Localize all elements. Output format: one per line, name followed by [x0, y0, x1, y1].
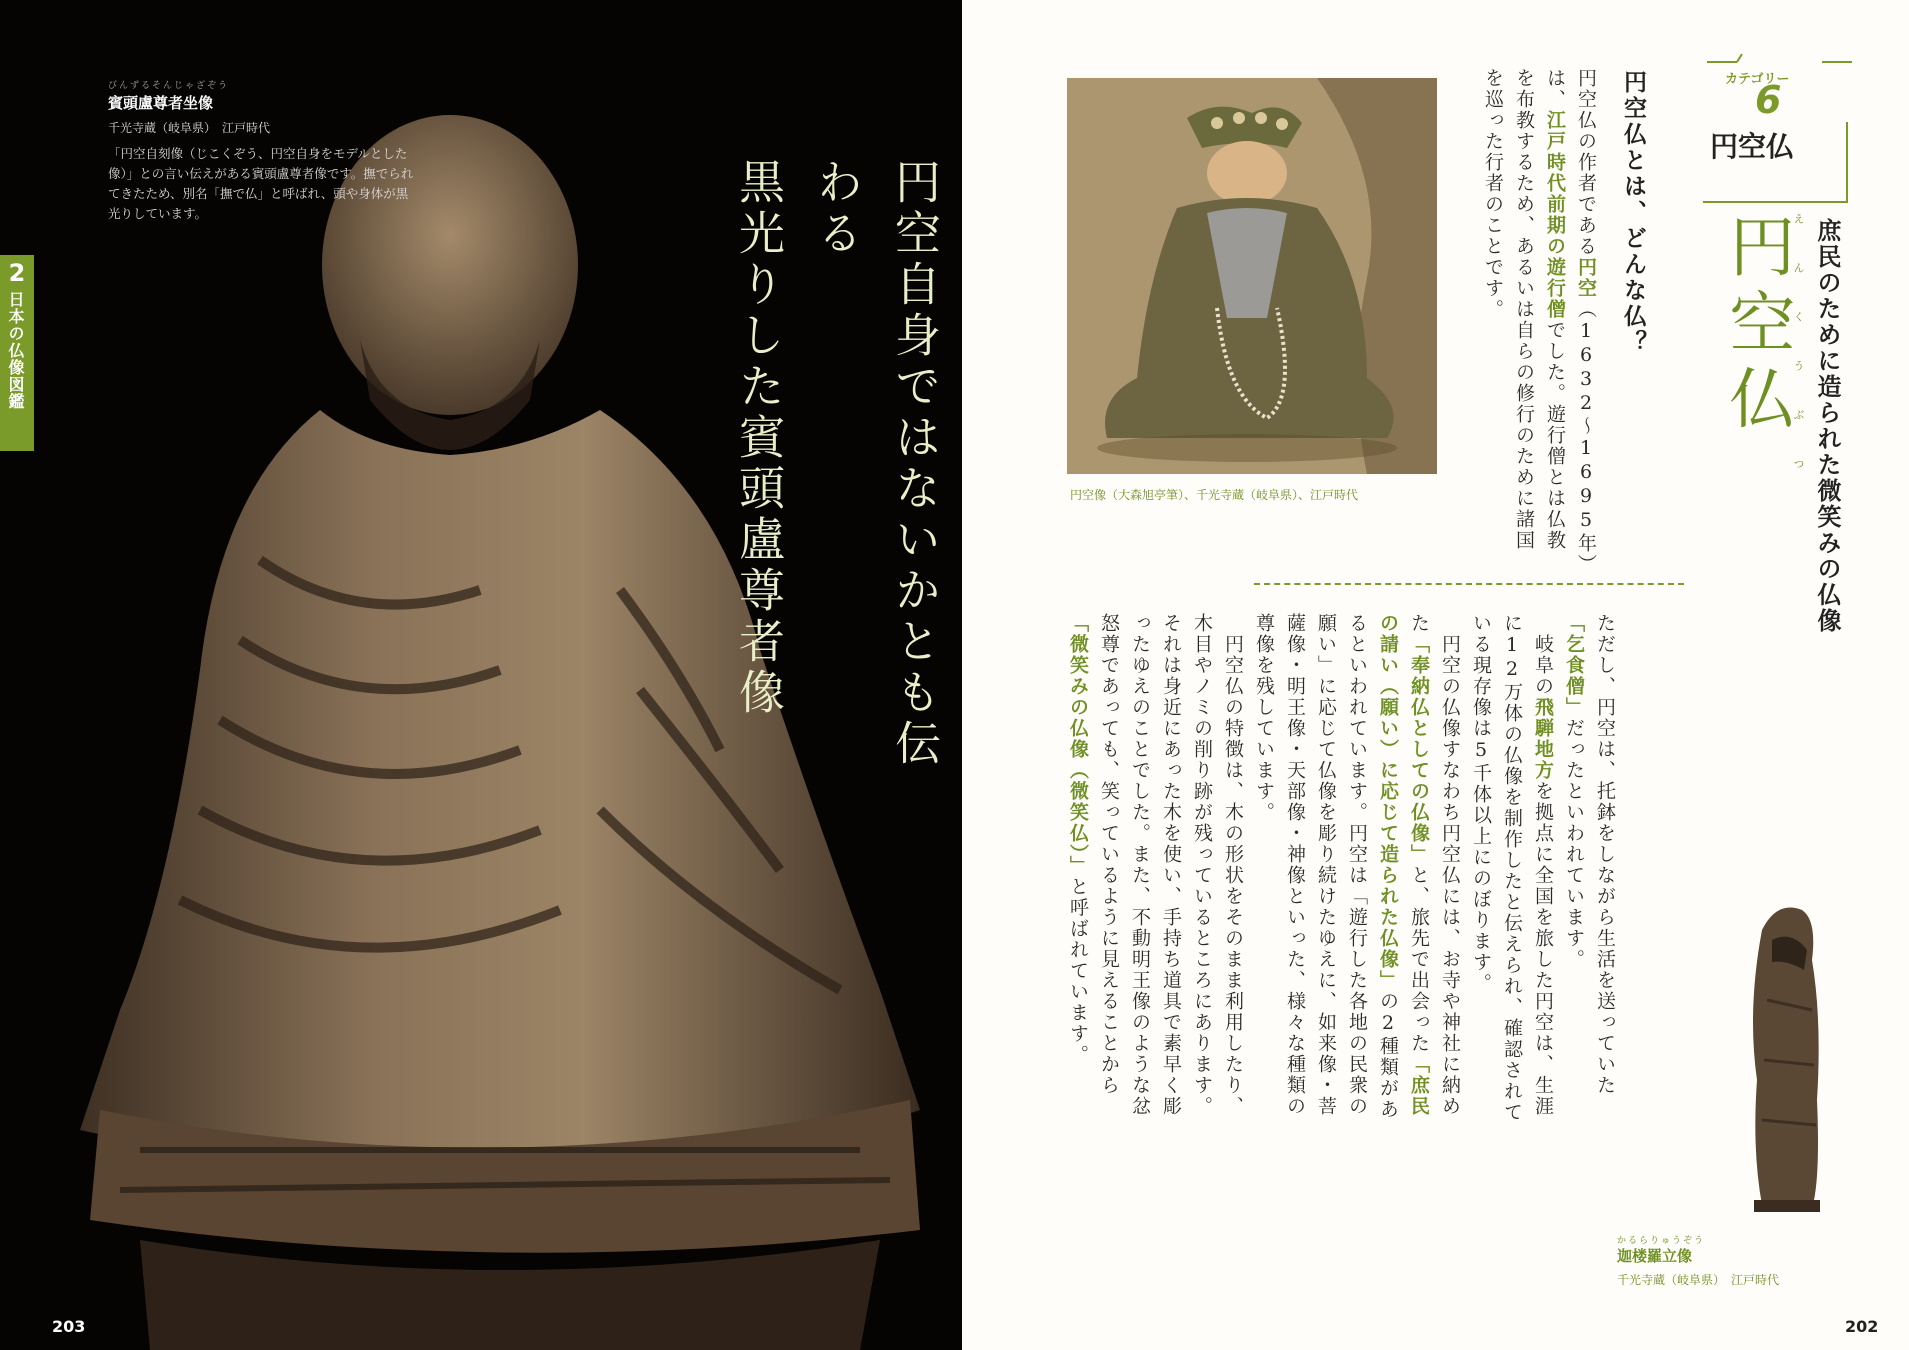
body-text-run: でした。遊行僧とは仏教を布教するため、あるいは自らの修行のために諸国を巡った行者のことです。: [1482, 68, 1566, 551]
garuda-ruby: かるらりゅうぞう: [1617, 1236, 1706, 1246]
garuda-statue-photo: [1722, 900, 1842, 1220]
category-number: 6: [1755, 78, 1782, 122]
intro-paragraph: [1477, 68, 1601, 568]
caption-ruby: びんずるそんじゃざぞう: [108, 81, 230, 91]
chapter-number: 2: [8, 259, 26, 287]
title-ruby: えんくうぶつ: [1792, 213, 1805, 507]
portrait-caption: 円空像（大森旭亭筆）、千光寺蔵（岐阜県）、江戸時代: [1070, 488, 1359, 502]
section-question: 円空仏とは、どんな仏？: [1620, 70, 1646, 356]
body-text-run: だったといわれています。: [1563, 718, 1585, 970]
statue-caption: [108, 78, 418, 224]
body-text-run: の2種類があるといわれています。円空は「遊行した各地の民衆の願い」に応じて仏像を彫り続けたゆえに、如来像・菩薩像・明王像・天部像・神像といった、様々な種類の尊像を残しています。: [1253, 613, 1399, 1120]
body-text-run: ただし、円空は、托鉢をしながら生活を送っていた: [1594, 613, 1616, 1096]
highlighted-term: 「奉納仏としての仏像」: [1408, 634, 1430, 865]
body-text-run: 岐阜の: [1532, 613, 1554, 697]
headline-line-1: 円空自身ではないかとも伝わる: [810, 158, 942, 770]
highlighted-term: 飛騨地方: [1532, 697, 1554, 781]
garuda-location: 千光寺蔵（岐阜県） 江戸時代: [1617, 1273, 1780, 1287]
body-paragraphs: [1062, 613, 1620, 1133]
caption-location: 千光寺蔵（岐阜県） 江戸時代: [108, 121, 271, 135]
headline-line-2: 黒光りした賓頭盧尊者像: [732, 158, 786, 719]
page-number-left: 203: [52, 1317, 86, 1336]
body-text-run: と呼ばれています。: [1067, 876, 1089, 1066]
right-page: [962, 0, 1909, 1350]
body-text-run: と、旅先で出会った: [1408, 865, 1430, 1054]
category-label: カテゴリー: [1725, 72, 1790, 87]
chapter-tab: [0, 255, 34, 451]
page-subtitle: 庶民のために造られた微笑みの仏像: [1813, 218, 1841, 634]
highlighted-term: 円空: [1575, 257, 1597, 299]
garuda-title: 迦楼羅立像: [1617, 1247, 1693, 1265]
highlighted-term: 「微笑みの仏像（微笑仏）」: [1067, 613, 1089, 877]
caption-title: 賓頭盧尊者坐像: [108, 94, 214, 112]
highlighted-term: 「庶民の請い（願い）に応じて造られた仏像」: [1377, 613, 1430, 1117]
page-number-right: 202: [1845, 1317, 1879, 1336]
caption-body: 「円空自刻像（じこくぞう、円空自身をモデルとした像）」との言い伝えがある賓頭盧尊者像です。撫でられてきたため、別名「撫で仏」と呼ばれ、頭や身体が黒光りしています。: [108, 146, 414, 221]
highlighted-term: 江戸時代前期の遊行僧: [1544, 110, 1566, 320]
body-text-run: 円空仏の特徴は、木の形状をそのまま利用したり、木目やノミの削り跡が残っているところにあります。それは身近にあった木を使い、手持ち道具で素早く彫ったゆえのことでした。また、不動明王像のような忿怒尊であっても、笑っているように見えることから: [1098, 613, 1244, 1117]
body-text-run: を拠点に全国を旅した円空は、生涯に12万体の仏像を制作したと伝えられ、確認されている現存像は5千体以上にのぼります。: [1470, 613, 1554, 1123]
body-text-run: （1632〜1695年）は、: [1544, 68, 1597, 566]
body-text-run: 円空仏の作者である: [1575, 68, 1597, 257]
highlighted-term: 「乞食僧」: [1563, 613, 1585, 718]
category-name: 円空仏: [1710, 130, 1795, 163]
body-text-run: 円空の仏像すなわち円空仏には、お寺や神社に納めた: [1408, 613, 1461, 1117]
enku-portrait-painting: [1067, 78, 1437, 474]
page-title: 円空仏: [1718, 212, 1795, 440]
headline: [720, 158, 954, 798]
section-divider: [1254, 583, 1684, 585]
chapter-title: 日本の仏像図鑑: [6, 291, 25, 410]
